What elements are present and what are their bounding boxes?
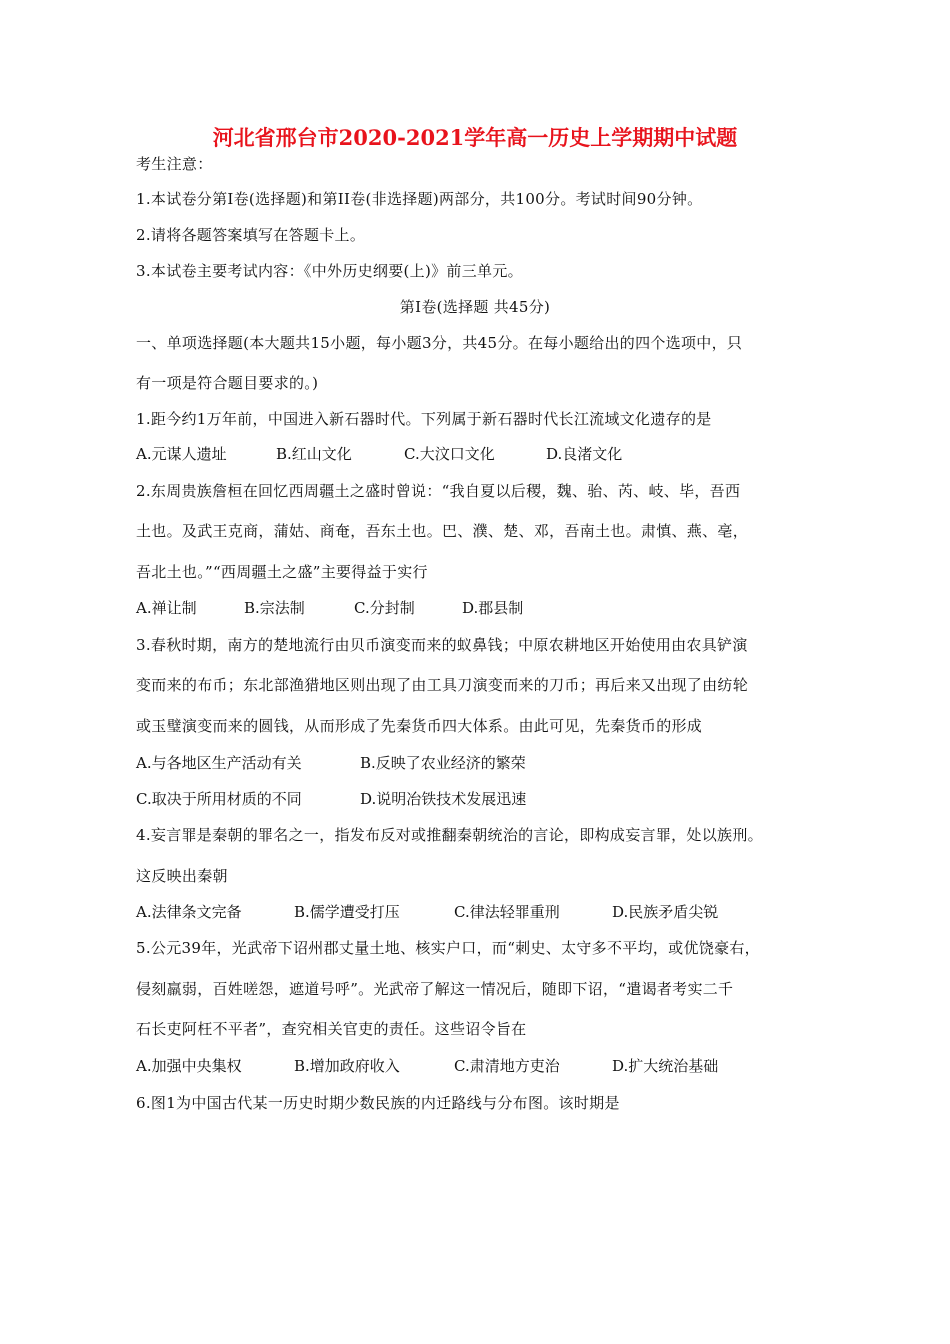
option-d: D.说明冶铁技术发展迅速	[360, 790, 527, 808]
option-a: A.加强中央集权	[136, 1057, 242, 1075]
question-stem: 6.图1为中国古代某一历史时期少数民族的内迁路线与分布图。该时期是	[136, 1094, 620, 1112]
option-c: C.取决于所用材质的不同	[136, 790, 302, 808]
question-stem: 1.距今约1万年前，中国进入新石器时代。下列属于新石器时代长江流域文化遗存的是	[136, 410, 712, 428]
notice-item: 3.本试卷主要考试内容：《中外历史纲要(上)》前三单元。	[136, 262, 523, 280]
question-stem: 吾北土也。”“西周疆土之盛”主要得益于实行	[136, 563, 428, 581]
option-d: D.良渚文化	[546, 445, 623, 463]
question-stem: 侵刻羸弱，百姓嗟怨，遮道号呼”。光武帝了解这一情况后，随即下诏，“遣谒者考实二千	[136, 980, 734, 998]
exam-title: 河北省邢台市2020-2021学年高一历史上学期期中试题	[212, 125, 738, 150]
option-d: D.民族矛盾尖锐	[612, 903, 719, 921]
option-b: B.红山文化	[276, 445, 352, 463]
option-b: B.宗法制	[244, 599, 305, 617]
option-c: C.律法轻罪重刑	[454, 903, 560, 921]
question-stem: 这反映出秦朝	[136, 867, 228, 885]
option-b: B.儒学遭受打压	[294, 903, 400, 921]
option-c: C.肃清地方吏治	[454, 1057, 560, 1075]
question-stem: 4.妄言罪是秦朝的罪名之一，指发布反对或推翻秦朝统治的言论，即构成妄言罪，处以族刑。	[136, 826, 763, 844]
section-title: 第Ⅰ卷(选择题 共45分)	[399, 298, 551, 316]
option-a: A.与各地区生产活动有关	[136, 754, 302, 772]
question-stem: 5.公元39年，光武帝下诏州郡丈量土地、核实户口，而“刺史、太守多不平均，或优饶豪右，	[136, 939, 760, 957]
option-a: A.元谋人遗址	[136, 445, 227, 463]
option-d: D.扩大统治基础	[612, 1057, 719, 1075]
section-intro: 有一项是符合题目要求的。)	[136, 374, 319, 392]
option-a: A.法律条文完备	[136, 903, 242, 921]
option-b: B.反映了农业经济的繁荣	[360, 754, 526, 772]
option-b: B.增加政府收入	[294, 1057, 400, 1075]
option-a: A.禅让制	[136, 599, 197, 617]
notice-heading: 考生注意：	[136, 155, 213, 173]
option-c: C.大汶口文化	[404, 445, 495, 463]
notice-item: 1.本试卷分第Ⅰ卷(选择题)和第II卷(非选择题)两部分，共100分。考试时间90分钟。	[136, 190, 703, 208]
question-stem: 或玉璧演变而来的圆钱，从而形成了先秦货币四大体系。由此可见，先秦货币的形成	[136, 717, 703, 735]
question-stem: 2.东周贵族詹桓在回忆西周疆土之盛时曾说：“我自夏以后稷，魏、骀、芮、岐、毕，吾西	[136, 482, 741, 500]
question-stem: 土也。及武王克商，蒲姑、商奄，吾东土也。巴、濮、楚、邓，吾南土也。肃慎、燕、亳，	[136, 522, 749, 540]
question-stem: 3.春秋时期，南方的楚地流行由贝币演变而来的蚁鼻钱；中原农耕地区开始使用由农具铲演	[136, 636, 748, 654]
option-d: D.郡县制	[462, 599, 524, 617]
section-intro: 一、单项选择题(本大题共15小题，每小题3分，共45分。在每小题给出的四个选项中，只	[136, 334, 743, 352]
option-c: C.分封制	[354, 599, 415, 617]
notice-item: 2.请将各题答案填写在答题卡上。	[136, 226, 366, 244]
question-stem: 变而来的布币；东北部渔猎地区则出现了由工具刀演变而来的刀币；再后来又出现了由纺轮	[136, 676, 749, 694]
question-stem: 石长吏阿枉不平者”，查究相关官吏的责任。这些诏令旨在	[136, 1020, 527, 1038]
